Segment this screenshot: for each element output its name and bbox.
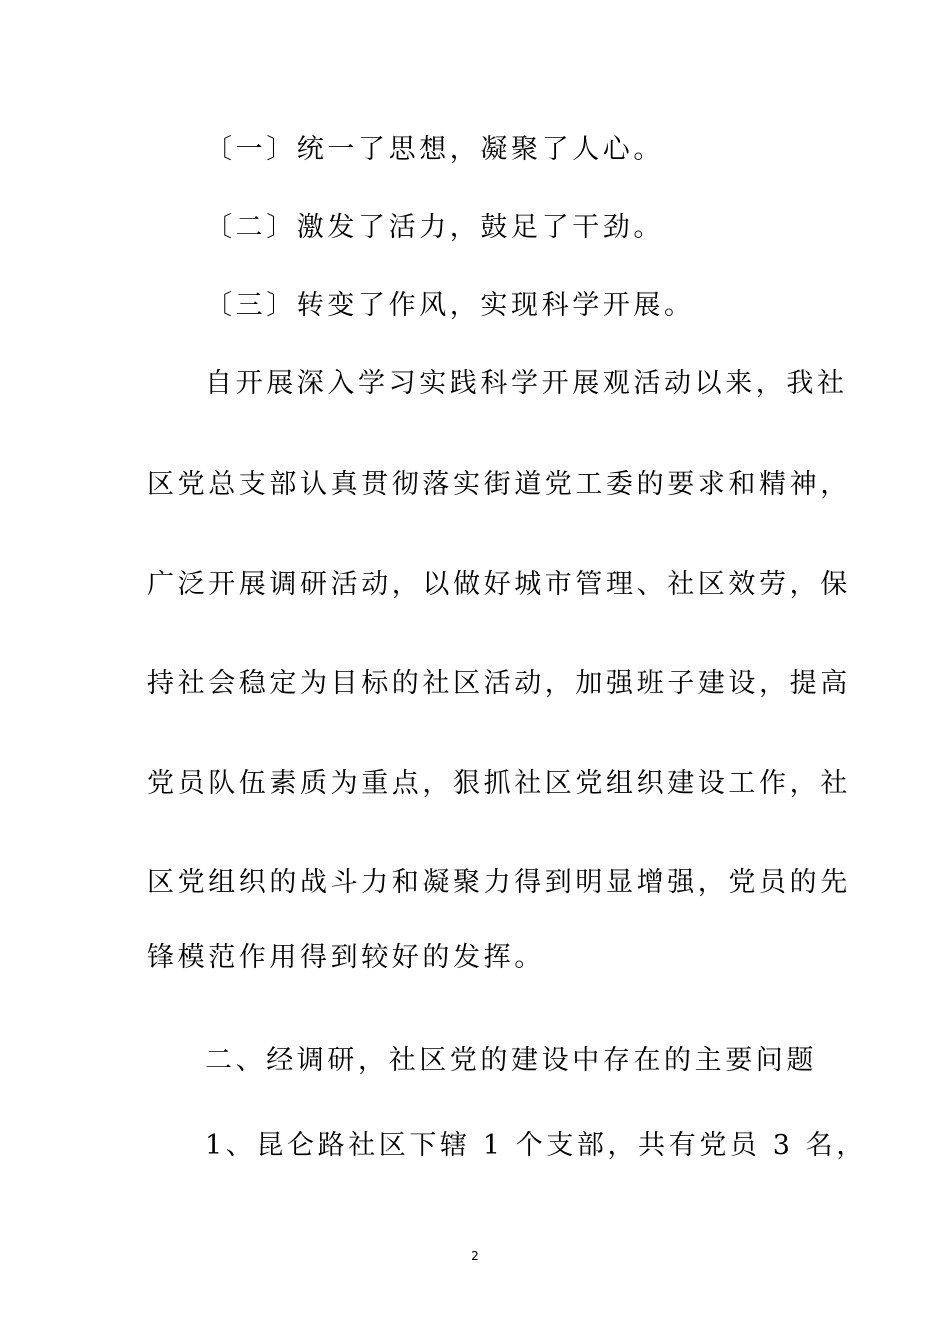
text-line-5: 区党总支部认真贯彻落实街道党工委的要求和精神，: [147, 469, 851, 500]
section-heading: 二、经调研，社区党的建设中存在的主要问题: [205, 1045, 817, 1076]
text-line-10: 锋模范作用得到较好的发挥。: [147, 942, 545, 973]
text-line-2: 〔二〕激发了活力，鼓足了干劲。: [205, 212, 664, 243]
text-line-4: 自开展深入学习实践科学开展观活动以来，我社: [205, 368, 848, 399]
text-line-1: 〔一〕统一了思想，凝聚了人心。: [205, 134, 664, 165]
text-line-12: 1、昆仑路社区下辖 1 个支部，共有党员 3 名，: [205, 1130, 867, 1161]
text-line-6: 广泛开展调研活动，以做好城市管理、社区效劳，保: [147, 569, 851, 600]
page-number: 2: [471, 1249, 479, 1263]
text-line-3: 〔三〕转变了作风，实现科学开展。: [205, 290, 695, 321]
text-line-7: 持社会稳定为目标的社区活动，加强班子建设，提高: [147, 668, 851, 699]
text-line-9: 区党组织的战斗力和凝聚力得到明显增强，党员的先: [147, 867, 851, 898]
text-line-8: 党员队伍素质为重点，狠抓社区党组织建设工作，社: [147, 768, 851, 799]
